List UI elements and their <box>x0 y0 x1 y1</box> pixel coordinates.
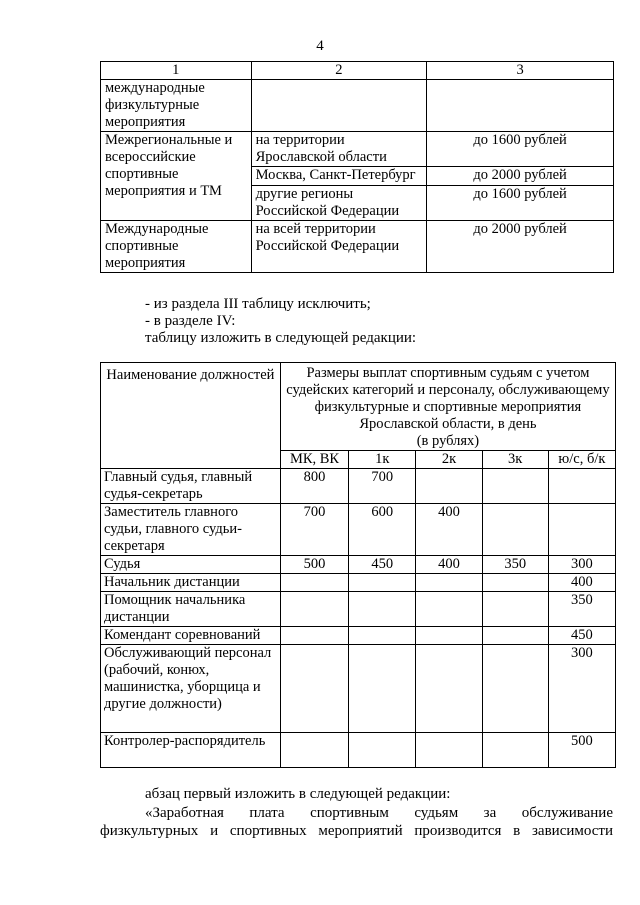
value-cell: 450 <box>349 556 416 574</box>
region-cell: на всей территории Российской Федерации <box>251 221 427 273</box>
category-header: 1к <box>349 451 416 469</box>
value-cell <box>416 469 482 504</box>
region-cell: другие регионы Российской Федерации <box>251 186 427 221</box>
table-row <box>101 627 616 645</box>
table-header-row <box>101 363 616 451</box>
value-cell <box>416 574 482 592</box>
table-judges-pay <box>100 362 616 768</box>
header-payment-sizes <box>280 363 615 451</box>
table-row <box>101 504 616 556</box>
header-unit: (в рублях) <box>416 433 480 449</box>
position-cell: Судья <box>101 556 281 574</box>
table-row <box>101 574 616 592</box>
value-cell <box>482 645 548 733</box>
value-cell: 350 <box>548 592 615 627</box>
value-cell <box>280 592 348 627</box>
event-type-cell: Международные спортивные мероприятия <box>101 221 252 273</box>
amount-cell: до 2000 рублей <box>427 221 614 273</box>
paragraph-quote-line2: физкультурных и спортивных мероприятий производится в зависимости <box>100 823 613 839</box>
position-cell: Заместитель главного судьи, главного судьи-секретаря <box>101 504 281 556</box>
value-cell <box>349 627 416 645</box>
table-row <box>101 80 614 132</box>
value-cell <box>416 627 482 645</box>
value-cell <box>548 469 615 504</box>
amount-cell: до 2000 рублей <box>427 167 614 186</box>
value-cell <box>349 592 416 627</box>
header-position-names: Наименование должностей <box>101 363 281 469</box>
value-cell <box>280 733 348 768</box>
region-cell: на территории Ярославской области <box>251 132 427 167</box>
value-cell: 500 <box>280 556 348 574</box>
value-cell <box>349 574 416 592</box>
value-cell <box>416 645 482 733</box>
value-cell: 300 <box>548 645 615 733</box>
value-cell: 400 <box>416 556 482 574</box>
value-cell: 300 <box>548 556 615 574</box>
position-cell: Контролер-распорядитель <box>101 733 281 768</box>
value-cell <box>280 574 348 592</box>
value-cell: 400 <box>416 504 482 556</box>
value-cell <box>548 504 615 556</box>
header-payment-text: Размеры выплат спортивным судьям с учетом судейских категорий и персоналу, обслуживающему физкультурные и спортивные мероприятия Ярославской области, в день <box>286 365 610 432</box>
paragraph-quote-line1: «Заработная плата спортивным судьям за обслуживание <box>145 805 613 821</box>
value-cell <box>349 645 416 733</box>
category-header: 3к <box>482 451 548 469</box>
table-row <box>101 592 616 627</box>
paragraph-first-abzac: абзац первый изложить в следующей редакции: <box>145 786 451 802</box>
table-header-row <box>101 62 614 80</box>
category-header: 2к <box>416 451 482 469</box>
column-header: 2 <box>251 62 427 80</box>
region-cell: Москва, Санкт-Петербург <box>251 167 427 186</box>
value-cell <box>482 733 548 768</box>
table-row <box>101 221 614 273</box>
event-type-cell: международные физкультурные мероприятия <box>101 80 252 132</box>
value-cell <box>482 504 548 556</box>
value-cell: 800 <box>280 469 348 504</box>
amount-cell: до 1600 рублей <box>427 132 614 167</box>
position-cell: Начальник дистанции <box>101 574 281 592</box>
value-cell: 700 <box>349 469 416 504</box>
category-header: МК, ВК <box>280 451 348 469</box>
table-row <box>101 469 616 504</box>
event-type-cell: Межрегиональные и всероссийские спортивные мероприятия и ТМ <box>101 132 252 221</box>
amount-cell <box>427 80 614 132</box>
column-header: 3 <box>427 62 614 80</box>
page-number: 4 <box>316 38 324 54</box>
paragraph-section-four: - в разделе IV: <box>145 313 236 329</box>
value-cell <box>482 469 548 504</box>
paragraph-remove-table: - из раздела III таблицу исключить; <box>145 296 371 312</box>
value-cell <box>349 733 416 768</box>
value-cell <box>280 645 348 733</box>
table-row <box>101 132 614 167</box>
value-cell <box>416 592 482 627</box>
position-cell: Комендант соревнований <box>101 627 281 645</box>
category-header: ю/с, б/к <box>548 451 615 469</box>
value-cell: 400 <box>548 574 615 592</box>
value-cell <box>416 733 482 768</box>
region-cell <box>251 80 427 132</box>
value-cell: 600 <box>349 504 416 556</box>
value-cell <box>482 574 548 592</box>
position-cell: Обслуживающий персонал (рабочий, конюх, машинистка, уборщица и другие должности) <box>101 645 281 733</box>
table-row <box>101 733 616 768</box>
value-cell <box>482 627 548 645</box>
position-cell: Помощник начальника дистанции <box>101 592 281 627</box>
value-cell: 450 <box>548 627 615 645</box>
table-row <box>101 556 616 574</box>
table-row <box>101 645 616 733</box>
amount-cell: до 1600 рублей <box>427 186 614 221</box>
value-cell: 500 <box>548 733 615 768</box>
value-cell <box>482 592 548 627</box>
table-payment-by-region <box>100 61 614 273</box>
position-cell: Главный судья, главный судья-секретарь <box>101 469 281 504</box>
value-cell: 350 <box>482 556 548 574</box>
column-header: 1 <box>101 62 252 80</box>
value-cell: 700 <box>280 504 348 556</box>
value-cell <box>280 627 348 645</box>
paragraph-table-edit: таблицу изложить в следующей редакции: <box>145 330 417 346</box>
